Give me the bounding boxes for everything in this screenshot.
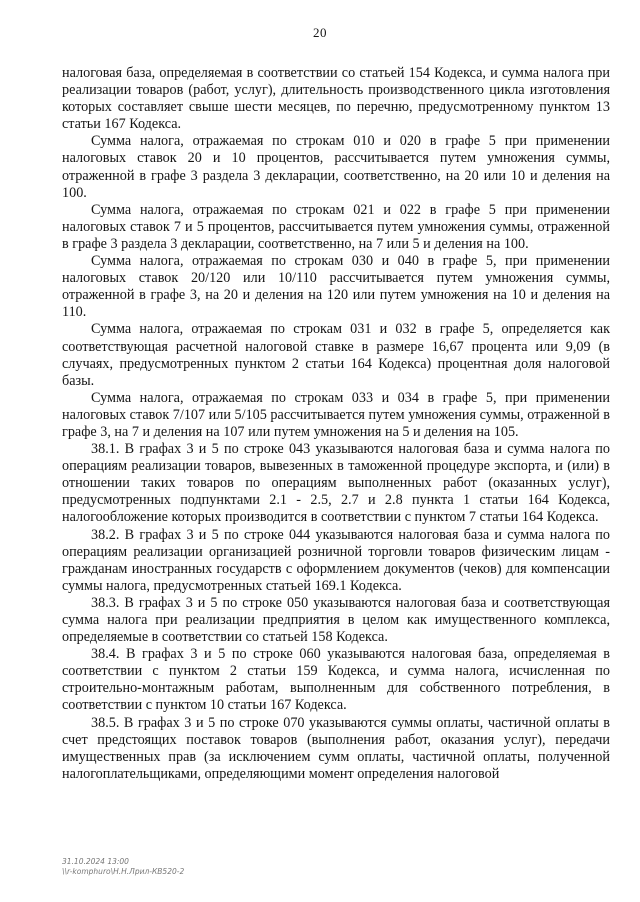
footer-timestamp: 31.10.2024 13:00 — [62, 857, 129, 866]
paragraph-38-3: 38.3. В графах 3 и 5 по строке 050 указываются налоговая база и соответствующая сумма налога при реализации предприятия в целом как имущественного комплекса, определяемые в соответствии со статьей 158 Кодекса. — [62, 594, 610, 646]
page-number: 20 — [313, 25, 327, 40]
footer-file-path: \\r-komphuro\Н.Н.Лрил-КВ520-2 — [62, 867, 185, 876]
paragraph-38-1: 38.1. В графах 3 и 5 по строке 043 указываются налоговая база и сумма налога по операциям реализации товаров, вывезенных в таможенной процедуре экспорта, и (или) в отношении таких товаров по операциям выполненных работ (оказанных услуг), предусмотренных подпунктами 2.1 - 2.5, 2.7 и 2.8 пункта 1 статьи 164 Кодекса, налогообложение которых производится в соответствии с пунктом 7 статьи 164 Кодекса. — [62, 441, 610, 526]
paragraph-lines-033-034: Сумма налога, отражаемая по строкам 033 и 034 в графе 5, при применении налоговых ставок 7/107 или 5/105 рассчитывается путем умножения суммы, отраженной в графе 3, на 7 и деления на 107 или путем умножения на 5 и деления на 105. — [62, 389, 610, 440]
paragraph-lines-021-022: Сумма налога, отражаемая по строкам 021 и 022 в графе 5 при применении налоговых ставок 7 и 5 процентов, рассчитывается путем умножения суммы, отраженной в графе 3 раздела 3 декларации, соответственно, на 7 или 5 и деления на 100. — [62, 201, 610, 252]
paragraph-lines-030-040: Сумма налога, отражаемая по строкам 030 и 040 в графе 5, при применении налоговых ставок 20/120 или 10/110 рассчитывается путем умножения суммы, отраженной в графе 3, на 20 и деления на 120 или путем умножения на 10 и деления на 110. — [62, 253, 610, 321]
paragraph-lines-010-020: Сумма налога, отражаемая по строкам 010 и 020 в графе 5 при применении налоговых ставок 20 и 10 процентов, рассчитывается путем умножения суммы, отраженной в графе 3 раздела 3 декларации, соответственно, на 20 или 10 и деления на 100. — [62, 133, 610, 201]
print-footer — [62, 857, 184, 877]
document-body — [62, 65, 610, 783]
paragraph-lines-031-032: Сумма налога, отражаемая по строкам 031 и 032 в графе 5, определяется как соответствующая расчетной налоговой ставке в размере 16,67 процента или 9,09 (в случаях, предусмотренных пунктом 2 статьи 164 Кодекса) процентная доля налоговой базы. — [62, 321, 610, 389]
paragraph-38-2: 38.2. В графах 3 и 5 по строке 044 указываются налоговая база и сумма налога по операциям реализации организацией розничной торговли товаров физическим лицам - гражданам иностранных государств с оформлением документов (чеков) для компенсации суммы налога, предусмотренных статьей 169.1 Кодекса. — [62, 526, 610, 594]
paragraph-38-4: 38.4. В графах 3 и 5 по строке 060 указываются налоговая база, определяемая в соответствии с пунктом 2 статьи 159 Кодекса, и сумма налога, исчисленная по строительно-монтажным работам, выполненным для собственного потребления, в соответствии с пунктом 10 статьи 167 Кодекса. — [62, 646, 610, 714]
paragraph-38-5: 38.5. В графах 3 и 5 по строке 070 указываются суммы оплаты, частичной оплаты в счет предстоящих поставок товаров (выполнения работ, оказания услуг), передачи имущественных прав (за исключением сумм оплаты, частичной оплаты, полученной налогоплательщиками, определяющими момент определения налоговой — [62, 714, 610, 782]
paragraph-continued: налоговая база, определяемая в соответствии со статьей 154 Кодекса, и сумма налога при реализации товаров (работ, услуг), длительность производственного цикла изготовления которых составляет свыше шести месяцев, по перечню, предусмотренному пунктом 13 статьи 167 Кодекса. — [62, 65, 610, 133]
